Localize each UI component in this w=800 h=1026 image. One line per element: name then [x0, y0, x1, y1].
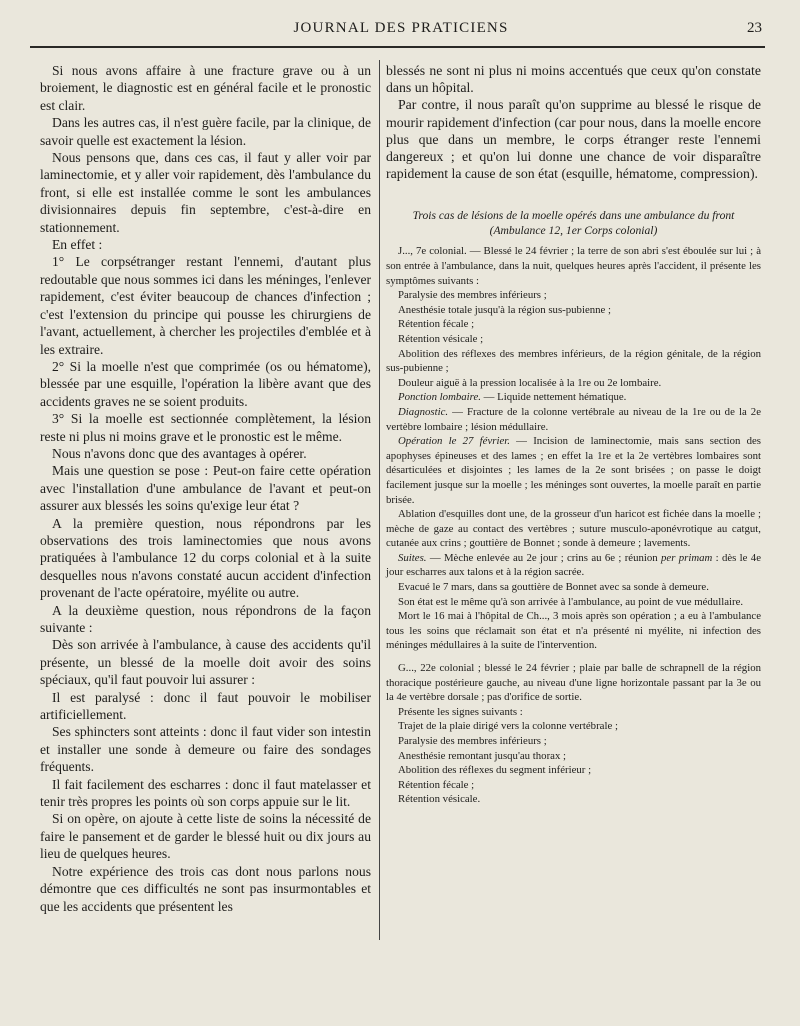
sign-item: Paralysie des membres inférieurs ;: [398, 735, 547, 748]
operation-label: Opération le 27 février.: [398, 435, 510, 448]
symptom-item: Rétention vésicale ;: [398, 332, 484, 345]
case-1: [386, 244, 761, 653]
mort-paragraph: Mort le 16 mai à l'hôpital de Ch..., 3 mois après son opération ; a eu à l'ambulance tous les soins que réclamait son état et n'a présenté ni myélite, ni infection des méninges médullaires à la suite de l'intervention.: [386, 610, 761, 652]
sign-item: Anesthésie remontant jusqu'au thorax ;: [398, 749, 567, 762]
diagnostic-text: — Fracture de la colonne vertébrale au niveau de la 1re ou de la 2e vertèbre lombaire ; lésion médullaire.: [386, 405, 761, 433]
sign-item: Rétention fécale ;: [398, 778, 475, 791]
paragraph: A la deuxième question, nous répondrons de la façon suivante :: [40, 602, 371, 635]
column-divider: [379, 60, 380, 940]
case-2: [386, 661, 761, 807]
paragraph: Mais une question se pose : Peut-on faire cette opération avec l'installation d'une ambulance de l'avant et peut-on assurer aux blessés les soins qu'exige leur état ?: [40, 463, 371, 514]
paragraph: Nous pensons que, dans ces cas, il faut y aller voir par laminectomie, et y aller voir rapidement, dès l'ambulance du front, si elle est installée comme le sont les ambulances divisionnaires depuis fin septembre, c'est-à-dire en stationnement.: [40, 150, 371, 235]
etat-paragraph: Son état est le même qu'à son arrivée à l'ambulance, au point de vue médullaire.: [398, 595, 744, 608]
paragraph: blessés ne sont ni plus ni moins accentués que ceux qu'on constate dans un hôpital.: [386, 63, 761, 96]
ponction-text: — Liquide nettement hématique.: [480, 391, 627, 404]
paragraph: En effet :: [52, 237, 103, 253]
sign-item: Trajet de la plaie dirigé vers la colonne vertébrale ;: [398, 720, 618, 733]
suites-italic: per primam: [661, 551, 713, 564]
symptom-item: Paralysie des membres inférieurs ;: [398, 289, 547, 302]
operation-paragraph: [386, 434, 761, 507]
paragraph: 2° Si la moelle n'est que comprimée (os ou hématome), blessée par une esquille, l'opération la libère avant que des accidents graves ne se soient produits.: [40, 358, 371, 409]
case-1-intro: J..., 7e colonial. — Blessé le 24 février ; la terre de son abri s'est éboulée sur lui ; à son entrée à l'ambulance, dans la nuit, quelques heures après l'accident, il présente les symptômes suivants :: [386, 245, 761, 287]
paragraph: Il est paralysé : donc il faut pouvoir le mobiliser artificiellement.: [40, 689, 371, 723]
diagnostic-paragraph: [386, 405, 761, 434]
page-number: 23: [747, 20, 762, 36]
suites-label: Suites.: [398, 551, 427, 564]
ponction-paragraph: [386, 390, 761, 405]
paragraph: Si on opère, on ajoute à cette liste de soins la nécessité de faire le pansement et de garder le blessé huit ou dix jours au lieu de quelques heures.: [40, 811, 371, 862]
paragraph: 3° Si la moelle est sectionnée complètement, la lésion reste ni plus ni moins grave et le pronostic est le même.: [40, 411, 371, 444]
journal-title: JOURNAL DES PRATICIENS: [293, 20, 509, 36]
evacue-paragraph: Evacué le 7 mars, dans sa gouttière de Bonnet avec sa sonde à demeure.: [398, 581, 709, 594]
page-header: [40, 18, 762, 40]
suites-text: — Mèche enlevée au 2e jour ; crins au 6e ; réunion: [426, 551, 661, 564]
paragraph: Ses sphincters sont atteints : donc il faut vider son intestin et installer une sonde à demeure ou faire des sondages fréquents.: [40, 724, 371, 775]
symptom-item: Rétention fécale ;: [398, 318, 475, 331]
sign-item: Rétention vésicale.: [398, 793, 481, 806]
diagnostic-label: Diagnostic.: [398, 405, 449, 418]
symptom-item: Abolition des réflexes des membres inférieurs, de la région génitale, de la région sus-pubienne ;: [386, 347, 761, 375]
operation-text: — Incision de laminectomie, mais sans section des apophyses épineuses et des lames ; en effet la 1re et la 2e vertèbres lombaires sont désarticulées et disjointes ; les lames de la 2e sont brisées ; on passe le doigt facilement jusque sur la moelle ; les méninges sont ouvertes, la moelle paraît en partie brisée.: [386, 435, 761, 506]
paragraph: Notre expérience des trois cas dont nous parlons nous démontre que ces difficultés ne sont pas insurmontables et que les accidents que présentent les: [40, 863, 371, 914]
paragraph: Dès son arrivée à l'ambulance, à cause des accidents qu'il présente, un blessé de la moelle doit avoir des soins spéciaux, qu'il faut pouvoir lui assurer :: [40, 637, 371, 688]
paragraph: Par contre, il nous paraît qu'on supprime au blessé le risque de mourir rapidement d'infection (car pour nous, dans la moelle encore plus que dans un membre, le corps étranger reste l'ennemi dangereux ; et qu'on lui donne une chance de voir disparaître rapidement la cause de son état (esquille, hématome, compression).: [386, 97, 761, 182]
paragraph: 1° Le corpsétranger restant l'ennemi, d'autant plus redoutable que nous sommes ici dans les méninges, l'enlever rapidement, c'est éviter beaucoup de chances d'infection ; c'est l'extension du principe qui pousse les chirurgiens de l'avant, actuellement, à chercher les projectiles d'emblée et à les extraire.: [40, 254, 371, 357]
paragraph: Nous n'avons donc que des avantages à opérer.: [52, 445, 307, 461]
left-column: [40, 62, 371, 915]
paragraph: Dans les autres cas, il n'est guère facile, par la clinique, de savoir quelle est exactement la lésion.: [40, 115, 371, 148]
symptom-item: Douleur aiguë à la pression localisée à la 1re ou 2e lombaire.: [398, 376, 662, 389]
ablation-paragraph: Ablation d'esquilles dont une, de la grosseur d'un haricot est fichée dans la moelle ; mèche de gaze au contact des vertèbres ; suture musculo-aponévrotique au catgut, cutanée aux crins ; gouttière de Bonnet ; sonde à demeure ; lavements.: [386, 508, 761, 550]
right-column: [386, 62, 761, 807]
ponction-label: Ponction lombaire.: [398, 391, 481, 404]
case-2-intro: G..., 22e colonial ; blessé le 24 février ; plaie par balle de schrapnell de la région thoracique postérieure gauche, au niveau d'une ligne horizontale passant par la 3e ou la 4e vertèbre dorsale ; pas d'orifice de sortie.: [386, 662, 761, 704]
sign-item: Abolition des réflexes du segment inférieur ;: [398, 764, 592, 777]
header-rule: [30, 46, 765, 48]
section-title: Trois cas de lésions de la moelle opérés dans une ambulance du front (Ambulance 12, 1er Corps colonial): [412, 209, 735, 238]
paragraph: Il fait facilement des escharres : donc il faut matelasser et tenir très propres les points où son corps appuie sur le lit.: [40, 776, 371, 810]
presente-paragraph: Présente les signes suivants :: [398, 705, 523, 718]
paragraph: A la première question, nous répondrons par les observations des trois laminectomies que nous avons pratiquées à l'ambulance 12 du corps colonial et à la suite desquelles nous n'avons constaté aucun accident d'infection provenant de l'acte opératoire, myélite ou autre.: [40, 515, 371, 601]
paragraph: Si nous avons affaire à une fracture grave ou à un broiement, le diagnostic est en général facile et le pronostic est clair.: [40, 63, 371, 113]
symptom-item: Anesthésie totale jusqu'à la région sus-pubienne ;: [398, 303, 612, 316]
suites-paragraph: [386, 551, 761, 580]
suites-end: : dès le 4e jour escharres aux talons et à la région sacrée.: [386, 551, 761, 579]
